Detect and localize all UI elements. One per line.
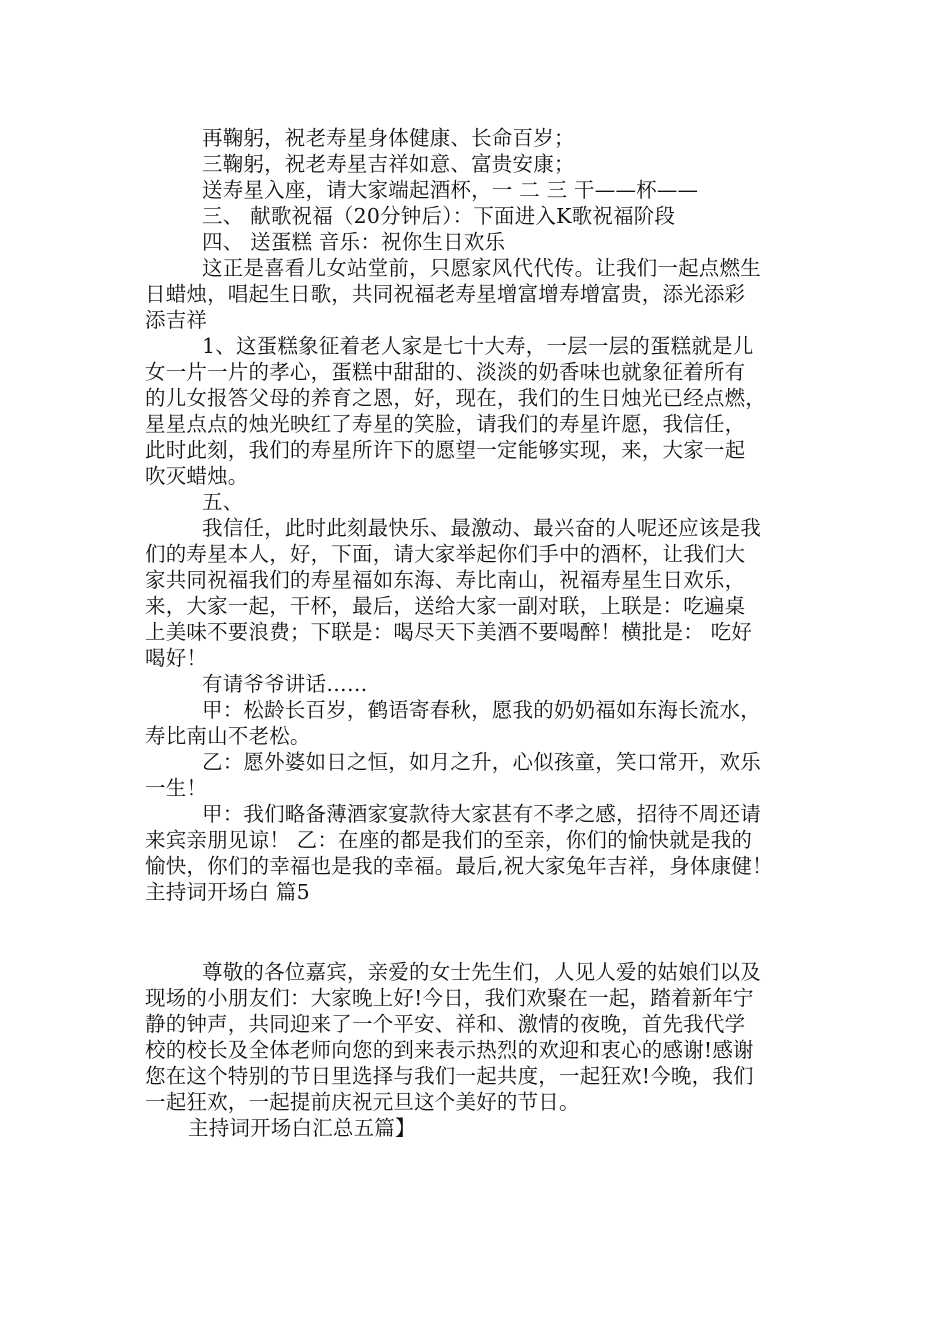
text-line: 四、 送蛋糕 音乐：祝你生日欢乐: [202, 230, 506, 254]
text-line: 静的钟声，共同迎来了一个平安、祥和、激情的夜晚，首先我代学: [145, 1012, 746, 1036]
section-heading: 主持词开场白 篇5: [145, 880, 310, 904]
closing-line: 主持词开场白汇总五篇】: [188, 1116, 416, 1140]
text-line: 吹灭蜡烛。: [145, 464, 249, 488]
text-line: 寿比南山不老松。: [145, 724, 311, 748]
text-line: 三鞠躬，祝老寿星吉祥如意、富贵安康；: [202, 152, 575, 176]
text-line: 愉快，你们的幸福也是我的幸福。最后,祝大家兔年吉祥，身体康健！: [145, 854, 773, 878]
text-line: 添吉祥: [145, 308, 208, 332]
text-line: 日蜡烛，唱起生日歌，共同祝福老寿星增富增寿增富贵，添光添彩: [145, 282, 746, 306]
text-line: 一生！: [145, 776, 208, 800]
text-line: 现场的小朋友们：大家晚上好!今日，我们欢聚在一起，踏着新年宁: [145, 986, 754, 1010]
text-line: 有请爷爷讲话……: [202, 672, 368, 696]
text-line: 我信任，此时此刻最快乐、最激动、最兴奋的人呢还应该是我: [202, 516, 761, 540]
text-line: 的儿女报答父母的养育之恩，好，现在，我们的生日烛光已经点燃，: [145, 386, 766, 410]
text-line: 甲：我们略备薄酒家宴款待大家甚有不孝之感，招待不周还请: [202, 802, 761, 826]
text-line: 来，大家一起，干杯，最后，送给大家一副对联，上联是：吃遍桌: [145, 594, 746, 618]
text-line: 三、 献歌祝福（20分钟后）：下面进入K歌祝福阶段: [202, 204, 676, 228]
text-line: 这正是喜看儿女站堂前，只愿家风代代传。让我们一起点燃生: [202, 256, 761, 280]
text-line: 1、这蛋糕象征着老人家是七十大寿，一层一层的蛋糕就是儿: [202, 334, 754, 358]
text-line: 五、: [202, 490, 244, 514]
text-line: 女一片一片的孝心，蛋糕中甜甜的、淡淡的奶香味也就象征着所有: [145, 360, 746, 384]
text-line: 送寿星入座，请大家端起酒杯，一 二 三 干——杯——: [202, 178, 699, 202]
text-line: 再鞠躬，祝老寿星身体健康、长命百岁；: [202, 126, 575, 150]
text-line: 此时此刻，我们的寿星所许下的愿望一定能够实现，来，大家一起: [145, 438, 746, 462]
text-line: 甲：松龄长百岁，鹤语寄春秋，愿我的奶奶福如东海长流水，: [202, 698, 761, 722]
text-line: 您在这个特别的节日里选择与我们一起共度，一起狂欢!今晚，我们: [145, 1064, 754, 1088]
text-line: 尊敬的各位嘉宾，亲爱的女士先生们，人见人爱的姑娘们以及: [202, 960, 761, 984]
text-line: 星星点点的烛光映红了寿星的笑脸，请我们的寿星许愿，我信任，: [145, 412, 746, 436]
text-line: 乙：愿外婆如日之恒，如月之升，心似孩童，笑口常开，欢乐: [202, 750, 761, 774]
text-line: 来宾亲朋见谅！ 乙：在座的都是我们的至亲，你们的愉快就是我的: [145, 828, 753, 852]
text-line: 一起狂欢，一起提前庆祝元旦这个美好的节日。: [145, 1090, 580, 1114]
text-line: 喝好！: [145, 646, 208, 670]
text-line: 们的寿星本人，好，下面，请大家举起你们手中的酒杯，让我们大: [145, 542, 746, 566]
text-line: 家共同祝福我们的寿星福如东海、寿比南山，祝福寿星生日欢乐，: [145, 568, 746, 592]
text-line: 上美味不要浪费；下联是：喝尽天下美酒不要喝醉！横批是： 吃好: [145, 620, 753, 644]
text-line: 校的校长及全体老师向您的到来表示热烈的欢迎和衷心的感谢!感谢: [145, 1038, 754, 1062]
